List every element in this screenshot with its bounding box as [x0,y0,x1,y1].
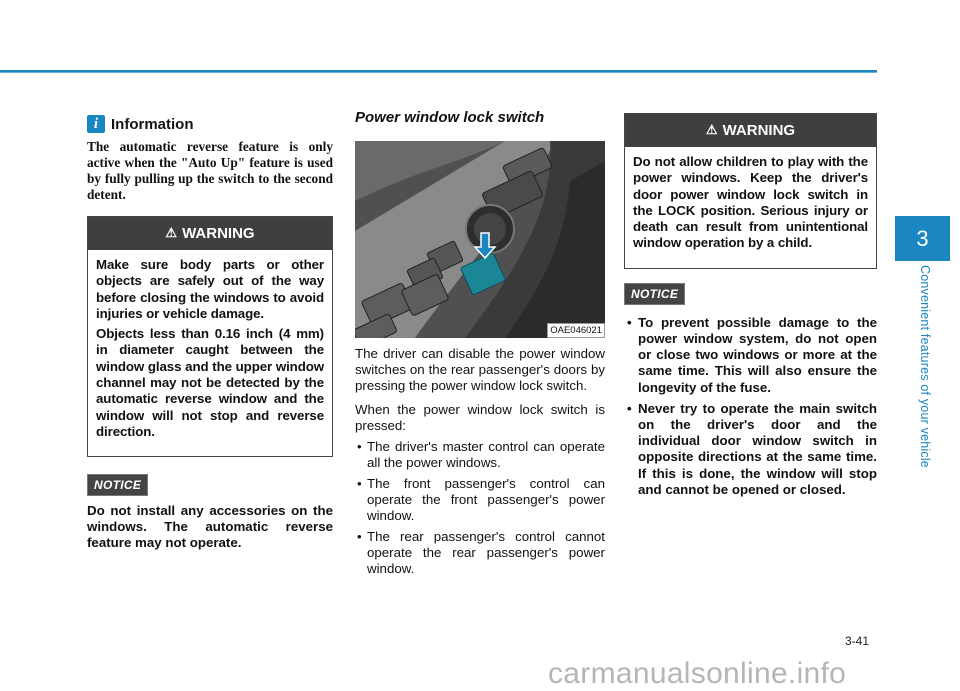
warning-paragraph: Do not allow children to play with the power windows. Keep the driver's door power window lock switch in the LOCK position. Serious injury or death can result from unintentional window operation by a child. [633,154,868,251]
warning-paragraph: Make sure body parts or other objects are safely out of the way before closing the windows to avoid injuries or vehicle damage. [96,257,324,321]
warning-body [625,147,876,268]
figure-code: OAE046021 [547,323,605,338]
list-item: • To prevent possible damage to the power window system, do not open or close two windows or more at the same time. This will also ensure the longevity of the fuse. [624,315,877,396]
notice-section-left [87,474,333,551]
section-title: Power window lock switch [355,109,545,126]
info-icon: i [87,115,105,133]
warning-triangle-icon: ⚠ [705,122,718,137]
warning-triangle-icon: ⚠ [165,225,178,240]
warning-paragraph: Objects less than 0.16 inch (4 mm) in diameter caught between the window glass and the upper window channel may not be detected by the automatic reverse window and the window will not stop and reverse direction. [96,326,324,439]
warning-title: WARNING [182,225,255,242]
notice-section-right [624,283,877,498]
list-item: • The front passenger's control can operate the front passenger's power window. [355,476,605,524]
warning-header [88,217,332,250]
warning-box-left [87,216,333,457]
middle-column [355,109,605,582]
page-number: 3-41 [845,634,870,648]
lock-effects-list [355,439,605,577]
lock-switch-description [355,346,605,577]
body-paragraph: The driver can disable the power window switches on the rear passenger's doors by pressing the power window lock switch. [355,346,605,393]
list-item: • The rear passenger's control cannot operate the rear passenger's power window. [355,529,605,577]
warning-box-right [624,113,877,269]
body-paragraph: When the power window lock switch is pressed: [355,402,605,433]
right-column [624,113,877,503]
information-body: The automatic reverse feature is only active when the "Auto Up" feature is used by fully pulling up the switch to the second detent. [87,139,333,202]
warning-header [625,114,876,147]
notice-badge: NOTICE [87,474,148,496]
list-item: • Never try to operate the main switch on the driver's door and the individual door window switch in opposite directions at the same time. If this is done, the window will stop and cannot be opened or closed. [624,401,877,498]
chapter-tab: 3 [895,216,950,261]
information-header [87,113,333,135]
list-item: • The driver's master control can operate all the power windows. [355,439,605,471]
information-title: Information [111,115,194,133]
notice-body: Do not install any accessories on the windows. The automatic reverse feature may not operate. [87,503,333,551]
watermark: carmanualsonline.info [548,657,847,690]
warning-body [88,250,332,456]
left-column [87,113,333,551]
warning-title: WARNING [722,122,796,139]
notice-badge: NOTICE [624,283,685,305]
door-panel-illustration [355,141,605,338]
chapter-title: Convenient features of your vehicle [918,265,932,468]
door-switch-figure [355,141,605,338]
notice-list [624,315,877,498]
header-rule [0,70,877,73]
